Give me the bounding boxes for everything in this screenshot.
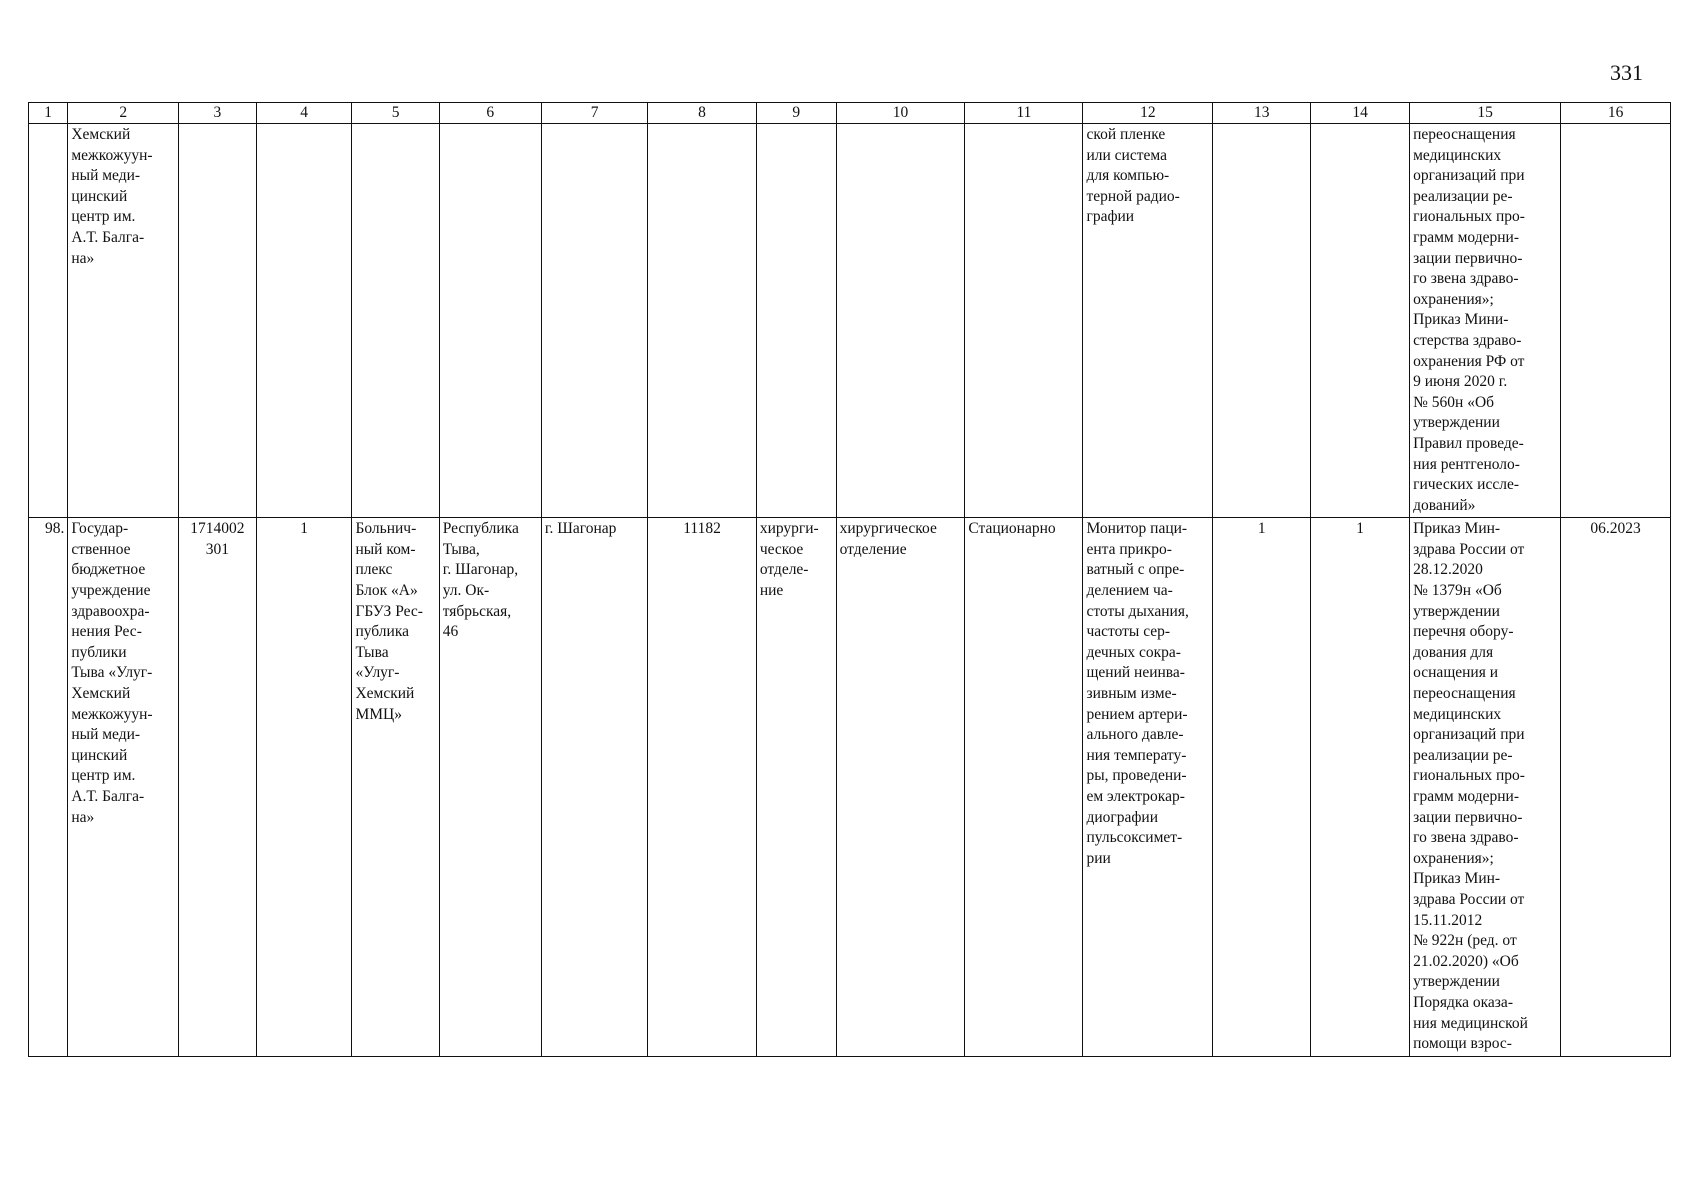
page-number: 331 (1610, 60, 1643, 85)
locality-cell: г. Шагонар (541, 518, 647, 1057)
col13-cell (1213, 124, 1311, 518)
col4-cell: 1 (256, 518, 352, 1057)
column-number-cell: 10 (836, 103, 965, 124)
locality-cell (541, 124, 647, 518)
organization-name-cell: Государ- ственное бюджетное учреждение здравоохра- нения Рес- публики Тыва «Улуг- Хемский межкожуун- ный меди- цинский центр им. А.Т. Балга- на» (68, 518, 179, 1057)
col13-cell: 1 (1213, 518, 1311, 1057)
care-type-cell: Стационарно (965, 518, 1083, 1057)
column-number-row (29, 103, 1671, 124)
column-number-cell: 7 (541, 103, 647, 124)
column-number-cell: 13 (1213, 103, 1311, 124)
regulation-cell: переоснащения медицинских организаций при реализации ре- гиональных про- грамм модерни- зации первично- го звена здраво- охранения»; Приказ Мини- стерства здраво- охранения РФ от 9 июня 2020 г. № 560н «Об утверждении Правил проведе- ния рентгеноло- гических иссле- дований» (1410, 124, 1561, 518)
col4-cell (256, 124, 352, 518)
address-cell: Республика Тыва, г. Шагонар, ул. Ок- тябрьская, 46 (439, 518, 541, 1057)
code-cell (179, 124, 257, 518)
col8-cell: 11182 (648, 518, 757, 1057)
column-number-cell: 16 (1561, 103, 1671, 124)
column-number-cell: 11 (965, 103, 1083, 124)
col14-cell (1311, 124, 1410, 518)
equipment-cell: Монитор паци- ента прикро- ватный с опре- делением ча- стоты дыхания, частоты сер- дечных сокра- щений неинва- зивным изме- рением артери- ального давле- ния температу- ры, проведени- ем электрокар- диографии пульсоксимет- рии (1083, 518, 1213, 1057)
table-row (29, 124, 1671, 518)
column-number-cell: 12 (1083, 103, 1213, 124)
regulation-cell: Приказ Мин- здрава России от 28.12.2020 № 1379н «Об утверждении перечня обору- дования для оснащения и переоснащения медицинских организаций при реализации ре- гиональных про- грамм модерни- зации первично- го звена здраво- охранения»; Приказ Мин- здрава России от 15.11.2012 № 922н (ред. от 21.02.2020) «Об утверждении Порядка оказа- ния медицинской помощи взрос- (1410, 518, 1561, 1057)
address-cell (439, 124, 541, 518)
column-number-cell: 2 (68, 103, 179, 124)
equipment-table (28, 102, 1671, 1057)
code-cell: 1714002 301 (179, 518, 257, 1057)
building-cell (352, 124, 439, 518)
column-number-cell: 9 (756, 103, 836, 124)
row-number-cell: 98. (29, 518, 68, 1057)
col8-cell (648, 124, 757, 518)
equipment-cell: ской пленке или система для компью- терной радио- графии (1083, 124, 1213, 518)
column-number-cell: 1 (29, 103, 68, 124)
column-number-cell: 4 (256, 103, 352, 124)
column-number-cell: 14 (1311, 103, 1410, 124)
department-cell (756, 124, 836, 518)
unit-cell: хирургическое отделение (836, 518, 965, 1057)
department-cell: хирурги- ческое отделе- ние (756, 518, 836, 1057)
column-number-cell: 15 (1410, 103, 1561, 124)
column-number-cell: 3 (179, 103, 257, 124)
col14-cell: 1 (1311, 518, 1410, 1057)
date-cell: 06.2023 (1561, 518, 1671, 1057)
column-number-cell: 6 (439, 103, 541, 124)
unit-cell (836, 124, 965, 518)
column-number-cell: 5 (352, 103, 439, 124)
date-cell (1561, 124, 1671, 518)
care-type-cell (965, 124, 1083, 518)
organization-name-cell: Хемский межкожуун- ный меди- цинский центр им. А.Т. Балга- на» (68, 124, 179, 518)
building-cell: Больнич- ный ком- плекс Блок «А» ГБУЗ Рес- публика Тыва «Улуг- Хемский ММЦ» (352, 518, 439, 1057)
column-number-cell: 8 (648, 103, 757, 124)
row-number-cell (29, 124, 68, 518)
table-row (29, 518, 1671, 1057)
